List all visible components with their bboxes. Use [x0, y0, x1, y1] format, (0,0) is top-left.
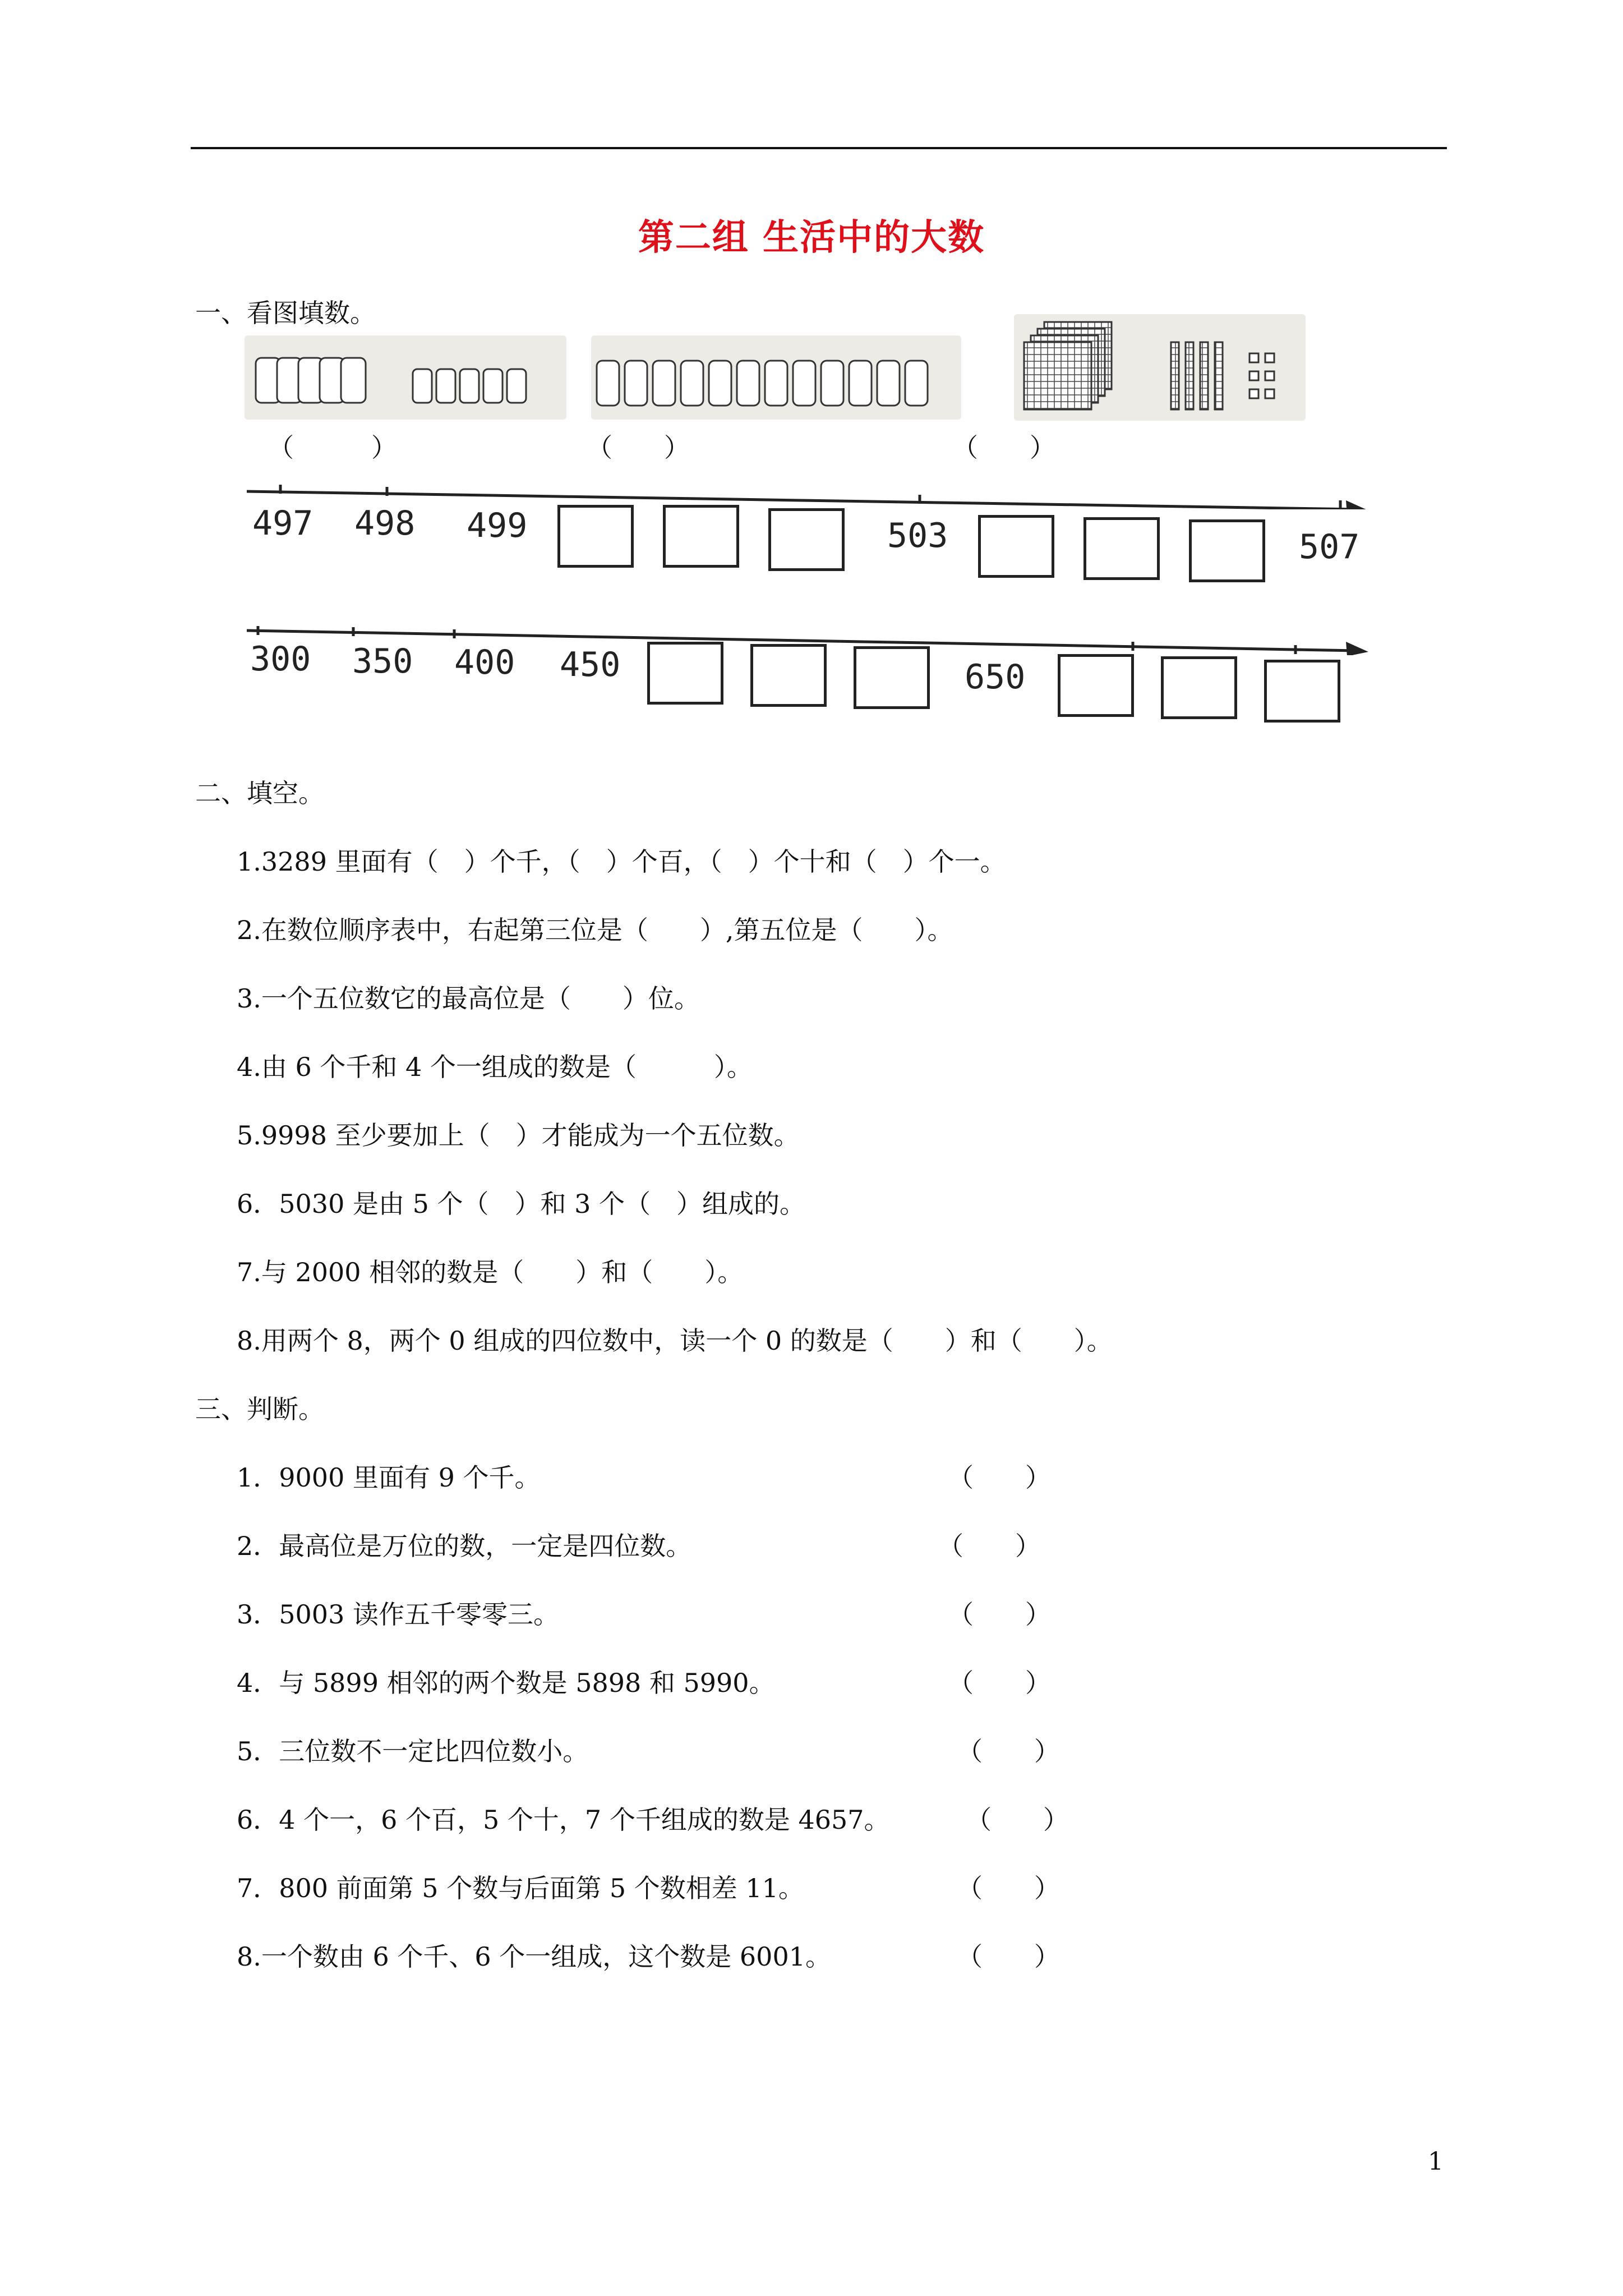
section1-heading: 一、看图填数。 [195, 298, 376, 328]
bundles-of-sticks-icon [245, 335, 566, 420]
number-line-2-label: 650 [965, 657, 1026, 697]
number-line-1-answer-box[interactable] [557, 505, 634, 568]
judgement-answer[interactable]: （ ） [966, 1805, 1069, 1835]
number-line-1-answer-box[interactable] [1083, 517, 1160, 580]
judgement-answer[interactable]: （ ） [957, 1941, 1060, 1972]
judgement-question: 2．最高位是万位的数，一定是四位数。 [237, 1531, 692, 1561]
page-title: 第二组 生活中的大数 [638, 217, 985, 259]
number-line-1-answer-box[interactable] [663, 505, 739, 568]
sticks-bundles-picture-1 [245, 335, 566, 420]
number-line-2-label: 300 [250, 639, 311, 679]
number-line-1-label: 503 [887, 516, 948, 555]
number-line-2-answer-box[interactable] [1264, 660, 1340, 723]
fill-blank-question: 5.9998 至少要加上（ ）才能成为一个五位数。 [237, 1120, 800, 1151]
fill-blank-question: 7.与 2000 相邻的数是（ ）和（ ）。 [237, 1257, 744, 1287]
place-value-blocks-picture [1014, 314, 1306, 421]
number-line-2-answer-box[interactable] [1058, 654, 1134, 717]
fill-blank-question: 8.用两个 8，两个 0 组成的四位数中，读一个 0 的数是（ ）和（ ）。 [237, 1326, 1113, 1356]
judgement-question: 3．5003 读作五千零零三。 [237, 1599, 559, 1630]
number-line-2-answer-box[interactable] [647, 642, 723, 705]
picture-1-answer[interactable]: （ ） [268, 432, 397, 463]
fill-blank-question: 6．5030 是由 5 个（ ）和 3 个（ ）组成的。 [237, 1189, 805, 1219]
sticks-bundles-picture-2 [591, 335, 961, 420]
bundles-of-sticks-icon [591, 335, 961, 420]
judgement-question: 7．800 前面第 5 个数与后面第 5 个数相差 11。 [237, 1873, 804, 1903]
fill-blank-question: 4.由 6 个千和 4 个一组成的数是（ ）。 [237, 1052, 753, 1082]
header-rule [191, 147, 1447, 149]
judgement-answer[interactable]: （ ） [948, 1462, 1051, 1493]
fill-blank-question: 1.3289 里面有（ ）个千，（ ）个百，（ ）个十和（ ）个一。 [237, 846, 1006, 877]
judgement-question: 1．9000 里面有 9 个千。 [237, 1462, 541, 1493]
section2-heading: 二、填空。 [195, 778, 324, 808]
number-line-2-label: 350 [352, 642, 413, 681]
judgement-answer[interactable]: （ ） [957, 1873, 1060, 1903]
judgement-answer[interactable]: （ ） [957, 1736, 1060, 1766]
judgement-question: 4．与 5899 相邻的两个数是 5898 和 5990。 [237, 1668, 775, 1698]
number-line-2-answer-box[interactable] [1161, 656, 1237, 719]
page-number: 1 [1428, 2147, 1444, 2176]
number-line-1-answer-box[interactable] [978, 515, 1054, 578]
fill-blank-question: 3.一个五位数它的最高位是（ ）位。 [237, 983, 700, 1014]
number-line-1-answer-box[interactable] [1189, 519, 1265, 582]
judgement-answer[interactable]: （ ） [938, 1531, 1041, 1561]
judgement-answer[interactable]: （ ） [948, 1599, 1051, 1630]
judgement-question: 5．三位数不一定比四位数小。 [237, 1736, 589, 1766]
number-line-1-label: 499 [467, 506, 528, 545]
number-line-2-answer-box[interactable] [854, 646, 930, 709]
judgement-question: 8.一个数由 6 个千、6 个一组成，这个数是 6001。 [237, 1941, 831, 1972]
picture-3-answer[interactable]: （ ） [952, 432, 1055, 463]
number-line-2-label: 450 [560, 645, 621, 684]
number-line-1-label: 507 [1299, 527, 1360, 567]
number-line-1-label: 497 [252, 504, 313, 543]
number-line-1-label: 498 [354, 504, 416, 543]
picture-2-answer[interactable]: （ ） [587, 432, 690, 463]
judgement-question: 6．4 个一，6 个百，5 个十，7 个千组成的数是 4657。 [237, 1805, 890, 1835]
place-value-blocks-icon [1014, 314, 1306, 421]
judgement-answer[interactable]: （ ） [948, 1668, 1051, 1698]
number-line-2-answer-box[interactable] [750, 644, 827, 707]
fill-blank-question: 2.在数位顺序表中，右起第三位是（ ）,第五位是（ ）。 [237, 915, 953, 945]
number-line-2-label: 400 [454, 643, 515, 682]
section3-heading: 三、判断。 [195, 1394, 324, 1424]
number-line-1-answer-box[interactable] [768, 508, 845, 571]
